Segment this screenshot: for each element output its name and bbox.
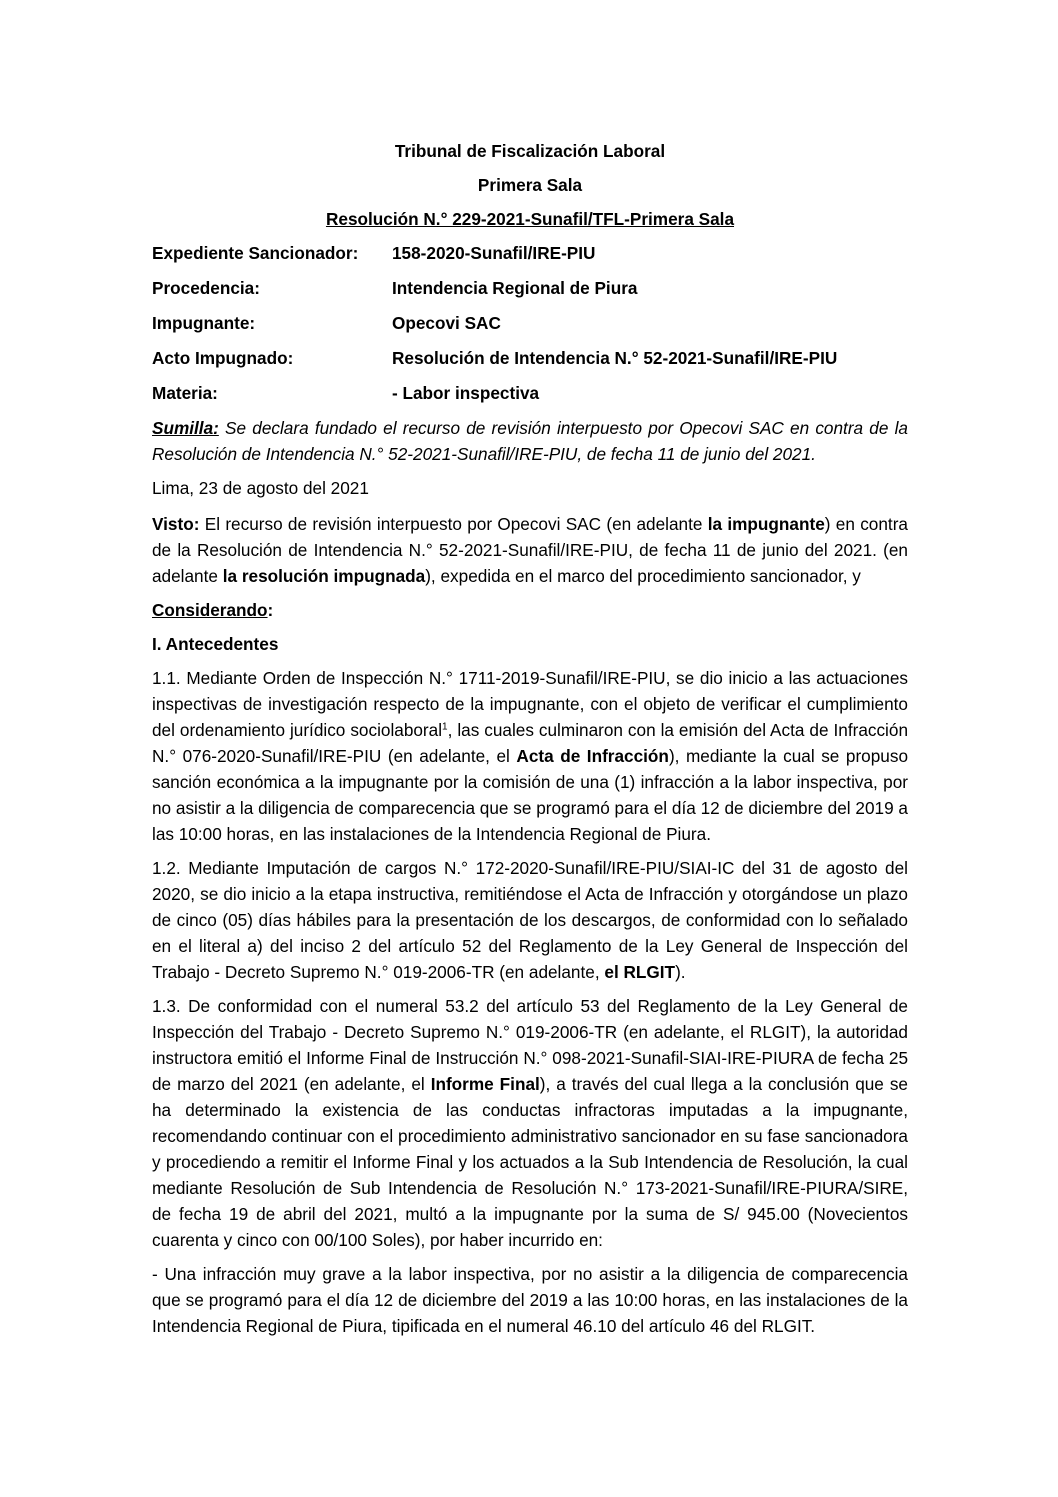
meta-value: Resolución de Intendencia N.° 52-2021-Sunafil/IRE-PIU — [392, 348, 838, 368]
meta-value: 158-2020-Sunafil/IRE-PIU — [392, 243, 596, 263]
meta-row-impugnante — [152, 306, 908, 341]
meta-row-expediente — [152, 236, 908, 271]
meta-label: Procedencia: — [152, 278, 260, 298]
paragraph-1-1: 1.1. Mediante Orden de Inspección N.° 1711-2019-Sunafil/IRE-PIU, se dio inicio a las actuaciones inspectivas de investigación respecto de la impugnante, con el objeto de verificar el cumplimiento del ordenamiento jurídico sociolaboral$^1$, las cuales culminaron con la emisión del Acta de Infracción N.° 076-2020-Sunafil/IRE-PIU (en adelante, el Acta de Infracción), mediante la cual se propuso sanción económica a la impugnante por la comisión de una (1) infracción a la labor inspectiva, por no asistir a la diligencia de comparecencia que se programó para el día 12 de diciembre del 2019 a las 10:00 horas, en las instalaciones de la Intendencia Regional de Piura. — [152, 668, 908, 844]
resolution-title: Resolución N.° 229-2021-Sunafil/TFL-Primera Sala — [325, 209, 735, 229]
visto-paragraph: Visto: El recurso de revisión interpuesto por Opecovi SAC (en adelante la impugnante) en contra de la Resolución de Intendencia N.° 52-2021-Sunafil/IRE-PIU, de fecha 11 de junio del 2021. (en adelante la resolución impugnada), expedida en el marco del procedimiento sancionador, y — [152, 514, 908, 586]
sumilla-paragraph: Sumilla: Se declara fundado el recurso de revisión interpuesto por Opecovi SAC en contra de la Resolución de Intendencia N.° 52-2021-Sunafil/IRE-PIU, de fecha 11 de junio del 2021. — [152, 418, 908, 464]
meta-row-materia — [152, 376, 908, 411]
section-heading-antecedentes: I. Antecedentes — [152, 634, 279, 654]
paragraph-1-3: 1.3. De conformidad con el numeral 53.2 del artículo 53 del Reglamento de la Ley General de Inspección del Trabajo - Decreto Supremo N.° 019-2006-TR (en adelante, el RLGIT), la autoridad instructora emitió el Informe Final de Instrucción N.° 098-2021-Sunafil-SIAI-IRE-PIURA de fecha 25 de marzo del 2021 (en adelante, el Informe Final), a través del cual llega a la conclusión que se ha determinado la existencia de las conductas infractoras imputadas a la impugnante, recomendando continuar con el procedimiento administrativo sancionador en su fase sancionadora y procediendo a remitir el Informe Final y los actuados a la Sub Intendencia de Resolución, la cual mediante Resolución de Sub Intendencia de Resolución N.° 173-2021-Sunafil/IRE-PIURA/SIRE, de fecha 19 de abril del 2021, multó a la impugnante por la suma de S/ 945.00 (Novecientos cuarenta y cinco con 00/100 Soles), por haber incurrido en: — [152, 996, 908, 1250]
meta-label: Expediente Sancionador: — [152, 243, 359, 263]
meta-row-procedencia — [152, 271, 908, 306]
meta-value: - Labor inspectiva — [392, 383, 540, 403]
considerando-heading: Considerando: — [152, 600, 274, 620]
meta-value: Intendencia Regional de Piura — [392, 278, 638, 298]
document-page — [152, 134, 908, 1347]
meta-row-acto — [152, 341, 908, 376]
place-date: Lima, 23 de agosto del 2021 — [152, 478, 369, 498]
sala-title: Primera Sala — [477, 175, 583, 195]
meta-value: Opecovi SAC — [392, 313, 501, 333]
meta-label: Impugnante: — [152, 313, 256, 333]
meta-label: Materia: — [152, 383, 218, 403]
paragraph-1-2: 1.2. Mediante Imputación de cargos N.° 172-2020-Sunafil/IRE-PIU/SIAI-IC del 31 de agosto del 2020, se dio inicio a la etapa instructiva, remitiéndose el Acta de Infracción y otorgándose un plazo de cinco (05) días hábiles para la presentación de los descargos, de conformidad con lo señalado en el literal a) del inciso 2 del artículo 52 del Reglamento de la Ley General de Inspección del Trabajo - Decreto Supremo N.° 019-2006-TR (en adelante, el RLGIT). — [152, 858, 908, 982]
visto-label: Visto: — [152, 514, 200, 534]
sumilla-label: Sumilla: — [152, 418, 219, 438]
tribunal-title: Tribunal de Fiscalización Laboral — [394, 141, 666, 161]
meta-label: Acto Impugnado: — [152, 348, 294, 368]
paragraph-infraccion: - Una infracción muy grave a la labor inspectiva, por no asistir a la diligencia de comparecencia que se programó para el día 12 de diciembre del 2019 a las 10:00 horas, en las instalaciones de la Intendencia Regional de Piura, tipificada en el numeral 46.10 del artículo 46 del RLGIT. — [152, 1264, 908, 1336]
footnote-ref: 1 — [442, 721, 448, 733]
